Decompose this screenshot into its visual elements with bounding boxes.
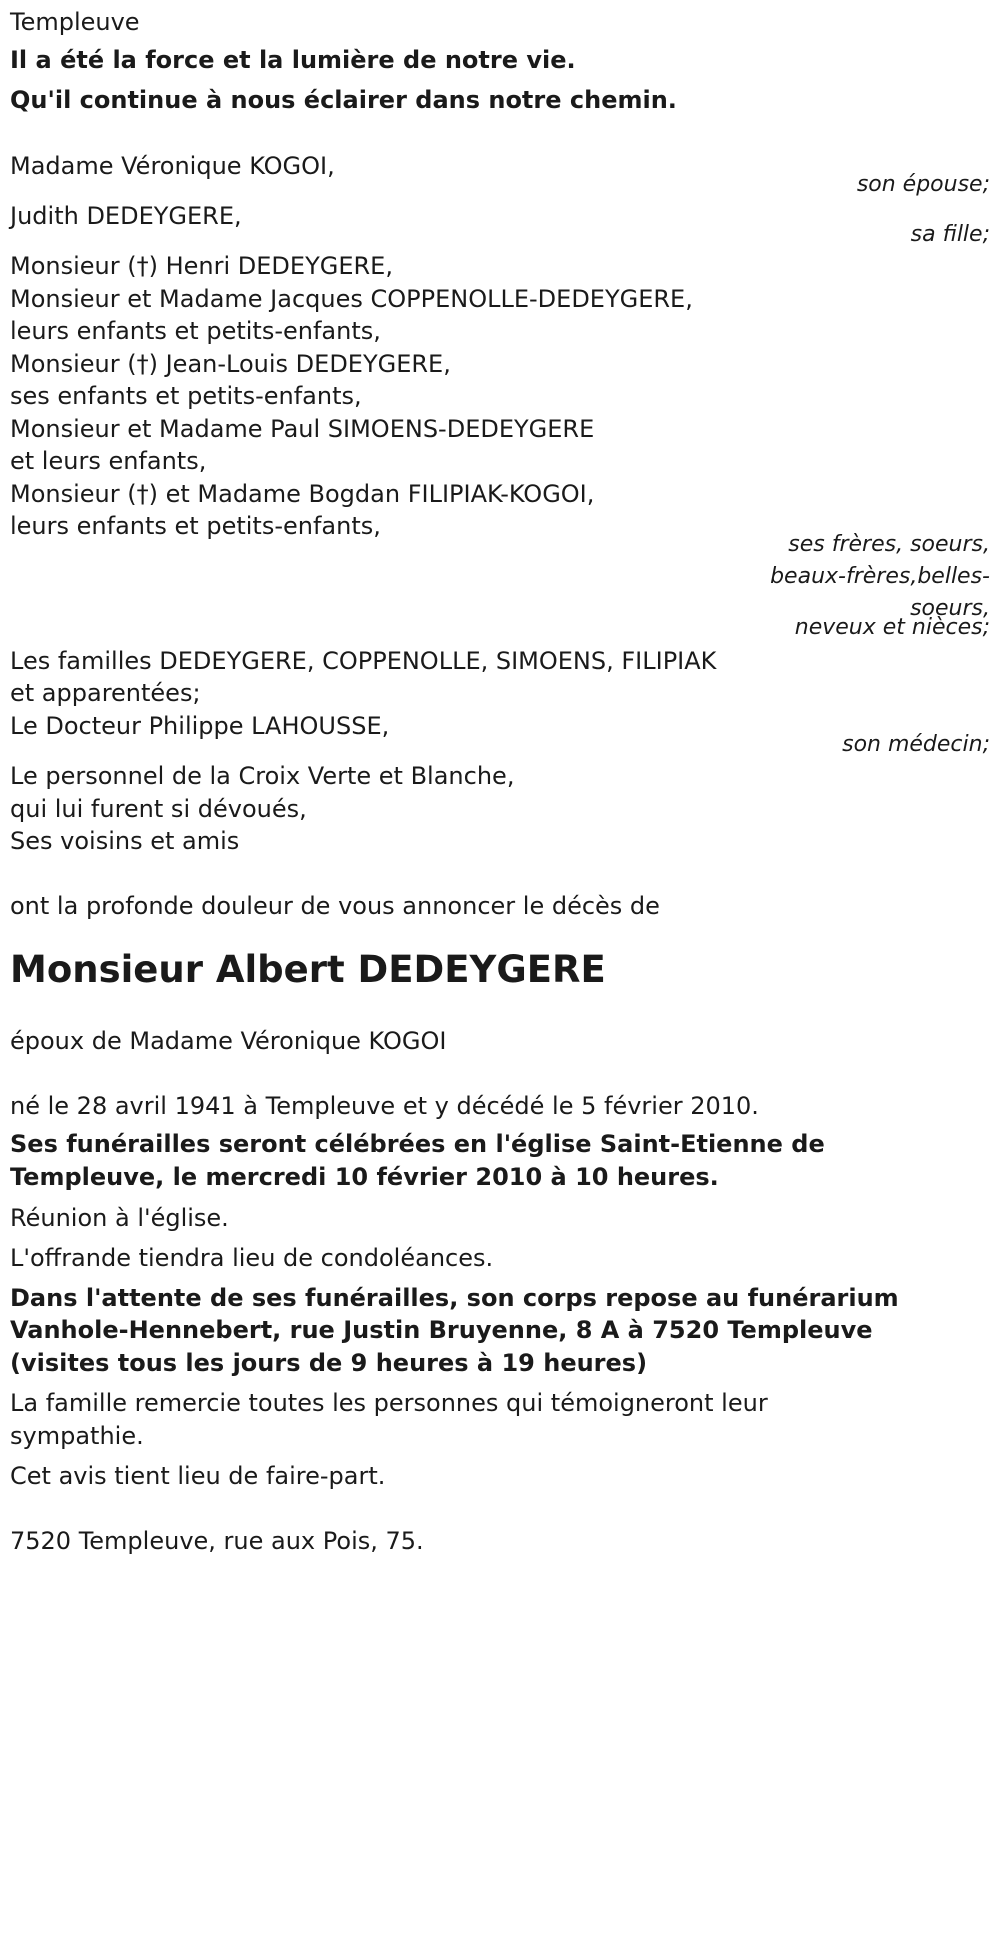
place-heading: Templeuve: [10, 8, 140, 36]
siblings-role-line: soeurs,: [910, 596, 990, 621]
funeral-line: Templeuve, le mercredi 10 février 2010 à 10 heures.: [10, 1163, 719, 1191]
thanks-line: La famille remercie toutes les personnes qui témoigneront leur: [10, 1389, 768, 1417]
life-dates: né le 28 avril 1941 à Templeuve et y décédé le 5 février 2010.: [10, 1092, 759, 1120]
sibling-line: Monsieur (†) et Madame Bogdan FILIPIAK-KOGOI,: [10, 480, 595, 508]
sibling-line: Monsieur (†) Jean-Louis DEDEYGERE,: [10, 350, 451, 378]
notice-line: Cet avis tient lieu de faire-part.: [10, 1462, 386, 1490]
address-line: 7520 Templeuve, rue aux Pois, 75.: [10, 1527, 424, 1555]
others-line: Le personnel de la Croix Verte et Blanche,: [10, 762, 515, 790]
siblings-role-line: beaux-frères,belles-: [770, 564, 990, 589]
sibling-line: leurs enfants et petits-enfants,: [10, 512, 381, 540]
repose-line: (visites tous les jours de 9 heures à 19 heures): [10, 1349, 648, 1377]
families-line: et apparentées;: [10, 679, 201, 707]
spouse-of: époux de Madame Véronique KOGOI: [10, 1027, 447, 1055]
others-line: Ses voisins et amis: [10, 827, 240, 855]
spouse-role: son épouse;: [856, 172, 990, 197]
doctor-name: Le Docteur Philippe LAHOUSSE,: [10, 712, 390, 740]
meeting-line: Réunion à l'église.: [10, 1204, 229, 1232]
thanks-line: sympathie.: [10, 1422, 144, 1450]
deceased-name: Monsieur Albert DEDEYGERE: [10, 948, 606, 991]
siblings-role-line: neveux et nièces;: [794, 615, 990, 640]
quote-line-1: Il a été la force et la lumière de notre vie.: [10, 46, 576, 74]
spouse-name: Madame Véronique KOGOI,: [10, 152, 335, 180]
announcement: ont la profonde douleur de vous annoncer le décès de: [10, 892, 660, 920]
daughter-role: sa fille;: [910, 222, 990, 247]
others-line: qui lui furent si dévoués,: [10, 795, 307, 823]
sibling-line: Monsieur et Madame Paul SIMOENS-DEDEYGERE: [10, 415, 595, 443]
sibling-line: leurs enfants et petits-enfants,: [10, 317, 381, 345]
doctor-role: son médecin;: [842, 732, 990, 757]
sibling-line: et leurs enfants,: [10, 447, 207, 475]
quote-line-2: Qu'il continue à nous éclairer dans notre chemin.: [10, 86, 677, 114]
repose-line: Dans l'attente de ses funérailles, son corps repose au funérarium: [10, 1284, 899, 1312]
offering-line: L'offrande tiendra lieu de condoléances.: [10, 1244, 494, 1272]
daughter-name: Judith DEDEYGERE,: [10, 202, 242, 230]
families-line: Les familles DEDEYGERE, COPPENOLLE, SIMOENS, FILIPIAK: [10, 647, 717, 675]
siblings-role-line: ses frères, soeurs,: [788, 532, 990, 557]
sibling-line: Monsieur et Madame Jacques COPPENOLLE-DEDEYGERE,: [10, 285, 693, 313]
funeral-line: Ses funérailles seront célébrées en l'église Saint-Etienne de: [10, 1130, 825, 1158]
sibling-line: Monsieur (†) Henri DEDEYGERE,: [10, 252, 393, 280]
repose-line: Vanhole-Hennebert, rue Justin Bruyenne, 8 A à 7520 Templeuve: [10, 1316, 873, 1344]
sibling-line: ses enfants et petits-enfants,: [10, 382, 362, 410]
